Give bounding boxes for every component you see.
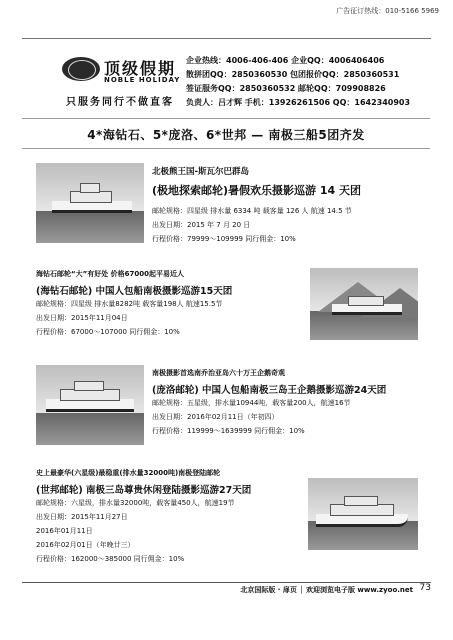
offer-title: (庞洛邮轮) 中国人包船南极三岛王企鹅摄影巡游24天团 xyxy=(152,385,387,396)
offer-date: 出发日期：2015年11月27日 xyxy=(36,513,128,521)
offer-price: 行程价格：67000～107000 同行佣金：10% xyxy=(36,328,180,336)
offer-kicker: 史上最豪华(六星级)最稳重(排水量32000吨)南极登陆邮轮 xyxy=(36,469,221,477)
offer-date: 2016年02月01日（年晚廿三） xyxy=(36,541,135,549)
offer-spec: 邮轮规格：六星级，排水量32000吨，载客量450人，航速19节 xyxy=(36,499,235,507)
offer-kicker: 南极摄影首选南乔治亚岛六十万王企鹅奇观 xyxy=(152,369,285,377)
brand-name-cn: 顶级假期 xyxy=(104,59,177,78)
offer-price: 行程价格：79999～109999 同行佣金：10% xyxy=(152,235,296,243)
cruise-logo-icon xyxy=(62,57,100,81)
header-rule xyxy=(22,38,431,39)
headline: 4*海钻石、5*庞洛、6*世邦 — 南极三船5团齐发 xyxy=(87,128,365,142)
offer-kicker: 海钻石邮轮“大”有好处 价格67000起平易近人 xyxy=(36,270,184,278)
contact-row: 负责人：吕才辉 手机：13926261506 QQ：1642340903 xyxy=(186,98,411,107)
headline-bottom-rule xyxy=(22,148,430,149)
ship-photo xyxy=(310,268,418,340)
offer-spec: 邮轮规格：四星级 排水量 6334 吨 载客量 126 人 航速 14.5 节 xyxy=(152,207,352,215)
brand-slogan: 只服务同行不做直客 xyxy=(66,97,174,108)
ad-hotline: 广告征订热线：010-5166 5969 xyxy=(336,7,439,15)
offer-date: 出发日期：2015年11月04日 xyxy=(36,314,128,322)
headline-top-rule xyxy=(22,118,430,119)
logo-ring xyxy=(68,60,96,80)
offer-price: 行程价格：162000～385000 同行佣金：10% xyxy=(36,555,185,563)
brand-name-en: NOBLE HOLIDAY xyxy=(104,76,181,84)
ship-photo xyxy=(36,365,144,445)
ship-photo xyxy=(36,163,144,243)
offer-title: (海钻石邮轮) 中国人包船南极摄影巡游15天团 xyxy=(36,286,233,297)
offer-spec: 邮轮规格：五星级，排水量10944吨，载客量200人，航速16节 xyxy=(152,399,351,407)
footer-rule xyxy=(22,582,431,583)
offer-title: (世邦邮轮) 南极三岛尊贵休闲登陆摄影巡游27天团 xyxy=(36,485,252,496)
contact-row: 签证服务QQ：2850360532 邮轮QQ：709908826 xyxy=(186,84,386,93)
offer-date: 2016年01月11日 xyxy=(36,527,93,535)
footer-text: 北京国际版 · 扉页 │ 欢迎浏览电子版 www.zyoo.net xyxy=(240,586,413,594)
contact-block xyxy=(186,54,410,110)
contact-row: 散拼团QQ：2850360530 包团报价QQ：2850360531 xyxy=(186,70,400,79)
offer-date: 出发日期：2015 年 7 月 20 日 xyxy=(152,221,251,229)
offer-kicker: 北极熊王国-斯瓦尔巴群岛 xyxy=(152,167,250,177)
page-number: 73 xyxy=(419,583,431,593)
contact-row: 企业热线：4006-406-406 企业QQ：4006406406 xyxy=(186,56,385,65)
offer-price: 行程价格：119999～1639999 同行佣金：10% xyxy=(152,427,305,435)
offer-title: (极地探索邮轮)暑假欢乐摄影巡游 14 天团 xyxy=(152,184,362,197)
offer-date: 出发日期：2016年02月11日（年初四） xyxy=(152,413,279,421)
ship-photo xyxy=(308,478,418,550)
offer-spec: 邮轮规格：四星级 排水量8282吨 载客量198人 航速15.5节 xyxy=(36,300,223,308)
